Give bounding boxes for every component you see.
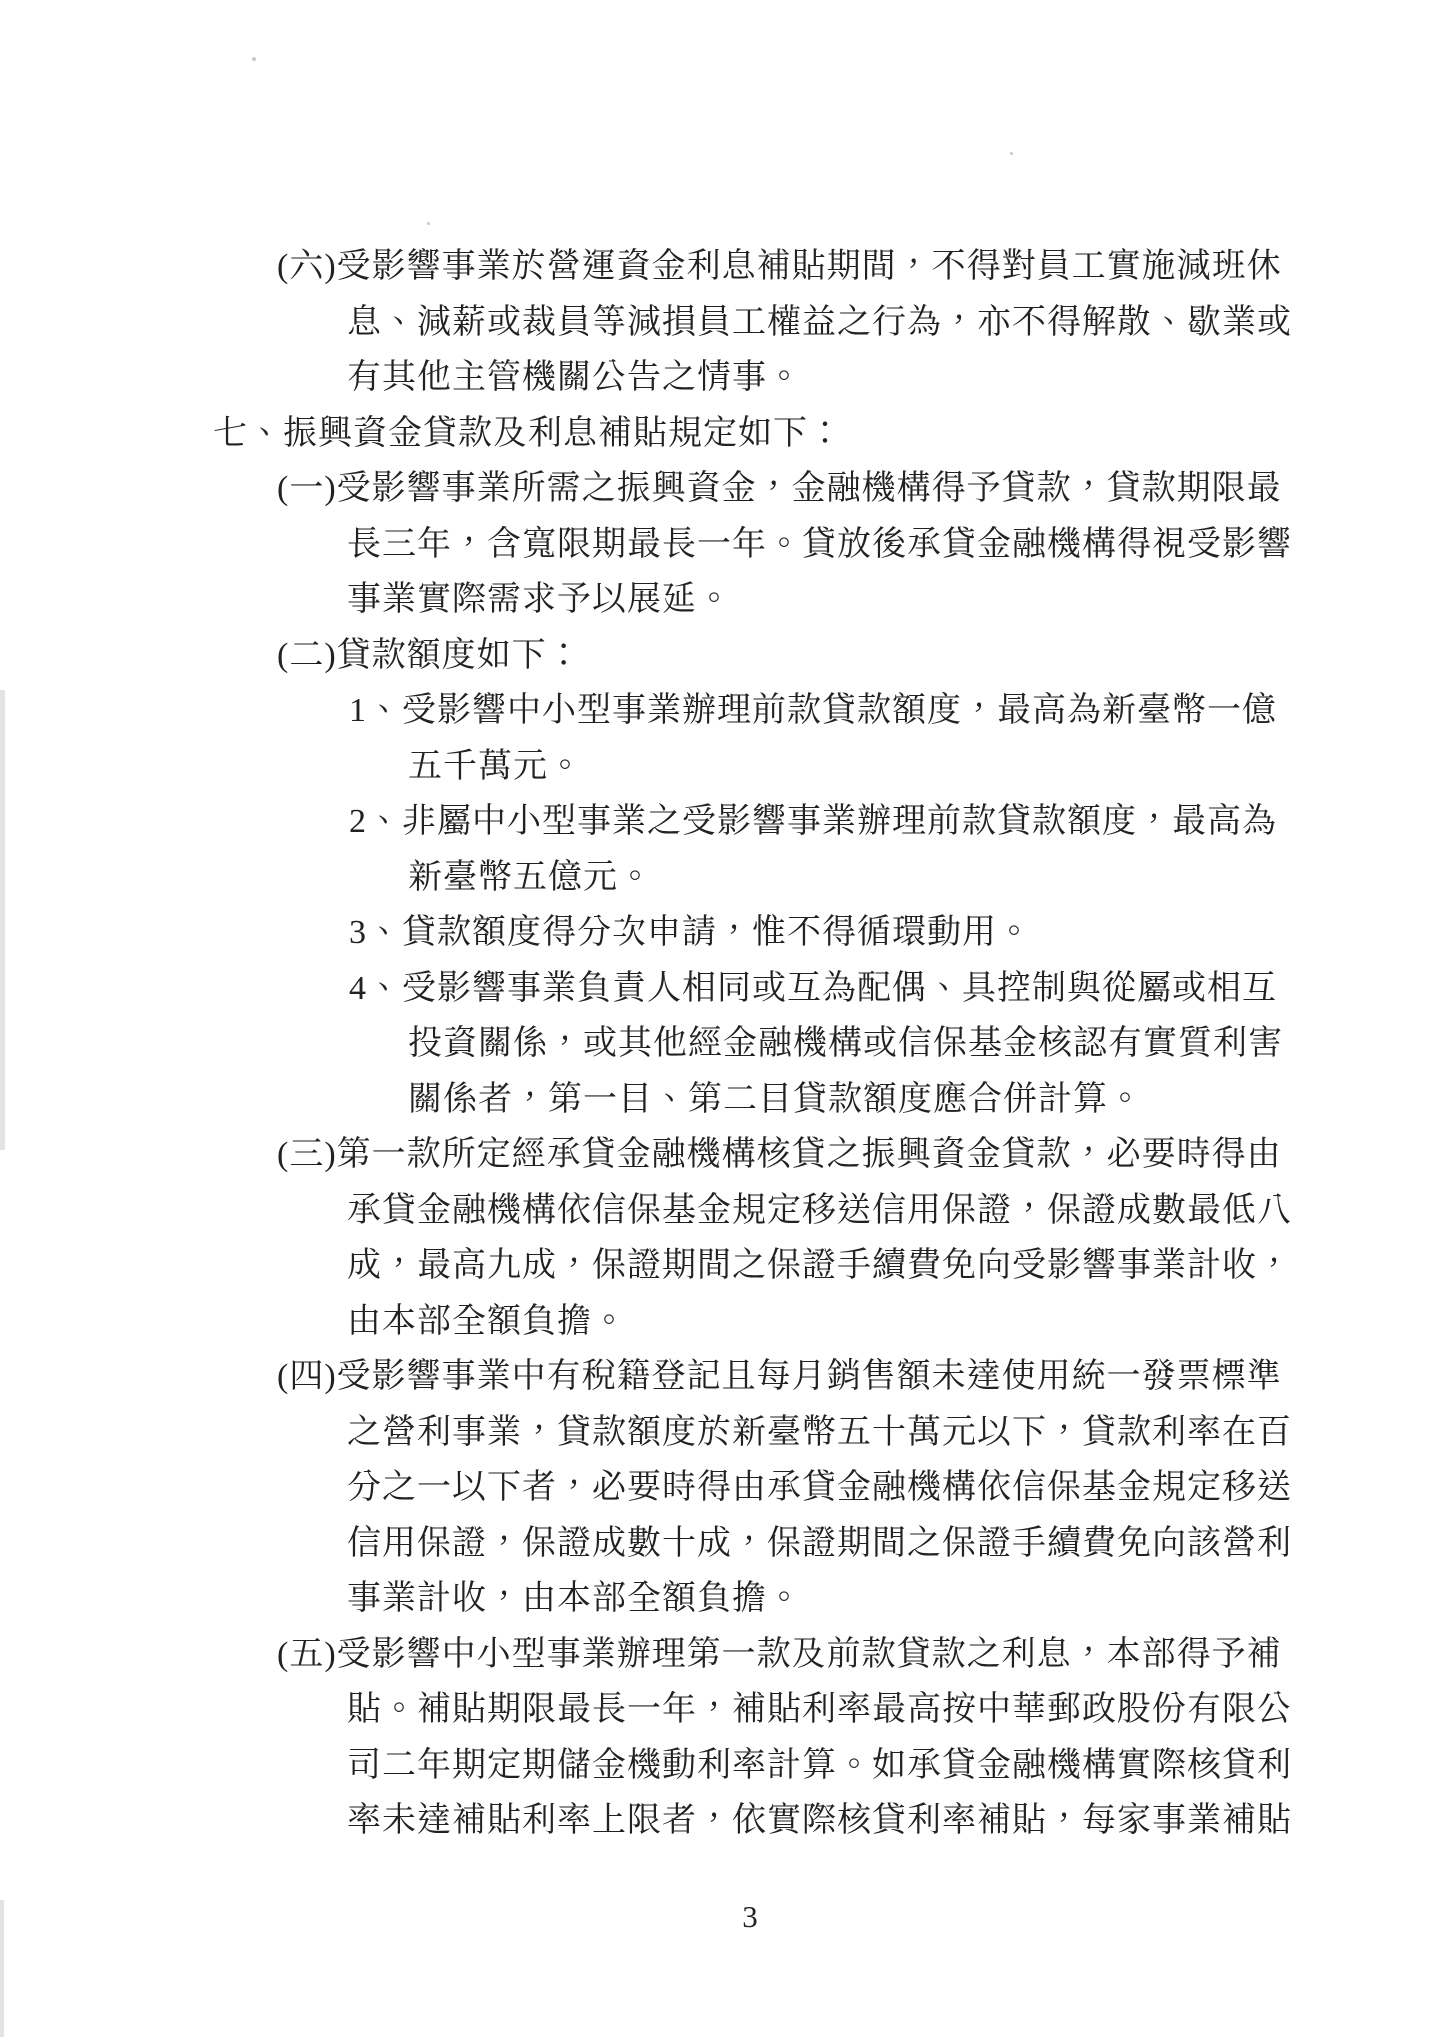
text-line: (五)受影響中小型事業辦理第一款及前款貸款之利息，本部得予補 [277, 1635, 1282, 1673]
text-line: 息、減薪或裁員等減損員工權益之行為，亦不得解散、歇業或 [347, 303, 1292, 341]
text-line: 有其他主管機關公告之情事。 [347, 359, 802, 396]
text-line: (六)受影響事業於營運資金利息補貼期間，不得對員工實施減班休 [277, 248, 1282, 285]
scan-speck [427, 222, 430, 225]
scan-speck [252, 57, 256, 61]
text-line: (三)第一款所定經承貸金融機構核貸之振興資金貸款，必要時得由 [277, 1136, 1282, 1173]
text-line: 2、非屬中小型事業之受影響事業辦理前款貸款額度，最高為 [349, 803, 1277, 840]
text-line: 五千萬元。 [408, 747, 583, 785]
text-line: 分之一以下者，必要時得由承貸金融機構依信保基金規定移送 [347, 1469, 1292, 1506]
text-line: 司二年期定期儲金機動利率計算。如承貸金融機構實際核貸利 [347, 1746, 1292, 1784]
text-line: 承貸金融機構依信保基金規定移送信用保證，保證成數最低八 [347, 1191, 1292, 1229]
text-line: (二)貸款額度如下： [277, 636, 582, 674]
text-line: 事業實際需求予以展延。 [347, 581, 732, 618]
text-line: 投資關係，或其他經金融機構或信保基金核認有實質利害 [408, 1025, 1283, 1062]
text-line: 由本部全額負擔。 [347, 1302, 627, 1340]
text-line: 3、貸款額度得分次申請，惟不得循環動用。 [349, 914, 1032, 951]
text-line: 新臺幣五億元。 [408, 858, 653, 896]
scan-edge-smudge [0, 690, 5, 1150]
text-line: 關係者，第一目、第二目貸款額度應合併計算。 [408, 1080, 1143, 1118]
scan-edge-smudge [0, 1900, 4, 2037]
text-line: 貼。補貼期限最長一年，補貼利率最高按中華郵政股份有限公 [347, 1691, 1292, 1728]
text-line: 事業計收，由本部全額負擔。 [347, 1580, 802, 1617]
text-line: 成，最高九成，保證期間之保證手續費免向受影響事業計收， [347, 1247, 1292, 1284]
text-line: 之營利事業，貸款額度於新臺幣五十萬元以下，貸款利率在百 [347, 1413, 1292, 1451]
text-line: 率未達補貼利率上限者，依實際核貸利率補貼，每家事業補貼 [347, 1802, 1292, 1839]
text-line: 長三年，含寬限期最長一年。貸放後承貸金融機構得視受影響 [347, 525, 1292, 563]
text-line: 七、振興資金貸款及利息補貼規定如下： [213, 414, 843, 452]
scan-speck [1010, 152, 1013, 155]
page-number: 3 [742, 1899, 758, 1934]
text-line: 信用保證，保證成數十成，保證期間之保證手續費免向該營利 [347, 1524, 1292, 1562]
text-line: 4、受影響事業負責人相同或互為配偶、具控制與從屬或相互 [349, 969, 1277, 1007]
text-line: (一)受影響事業所需之振興資金，金融機構得予貸款，貸款期限最 [277, 470, 1282, 507]
text-line: (四)受影響事業中有稅籍登記且每月銷售額未達使用統一發票標準 [277, 1358, 1282, 1395]
text-line: 1、受影響中小型事業辦理前款貸款額度，最高為新臺幣一億 [349, 692, 1277, 729]
